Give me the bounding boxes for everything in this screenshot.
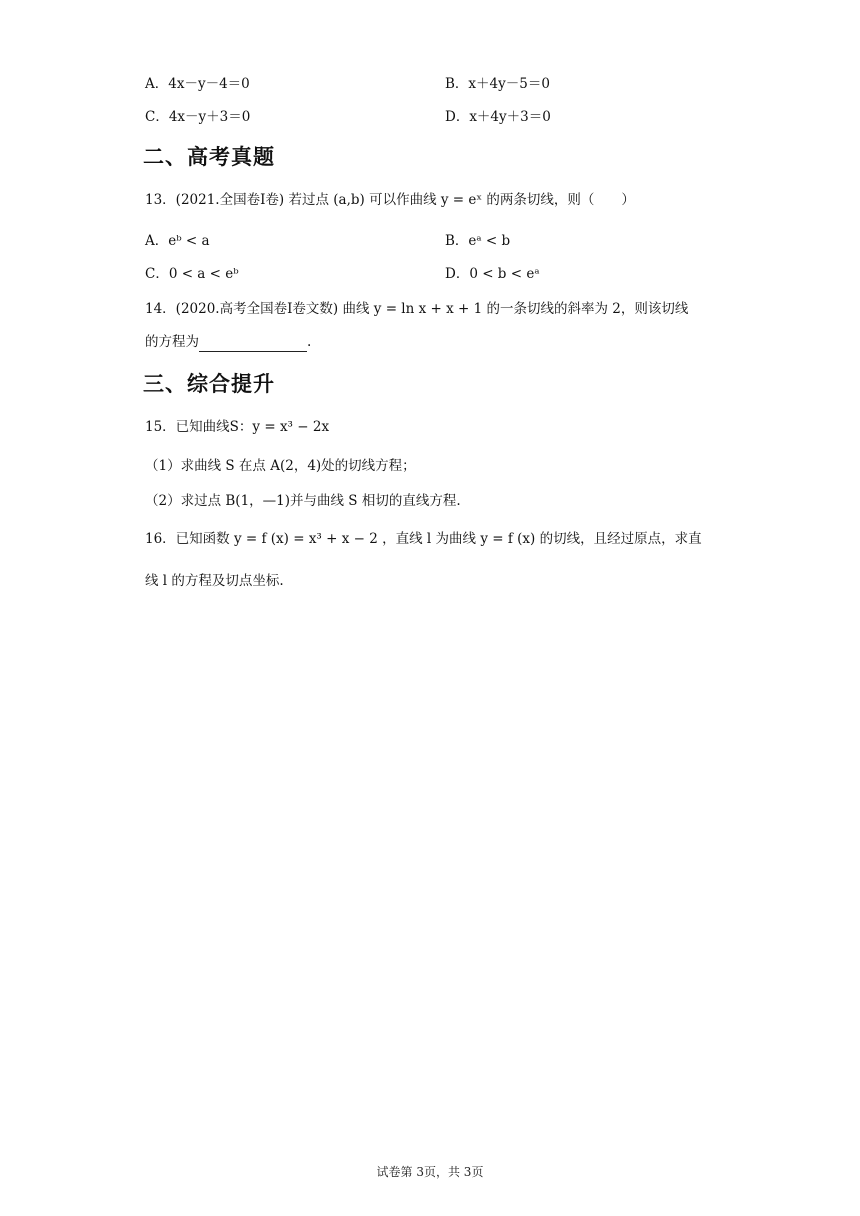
q14-answer-blank	[199, 337, 307, 352]
q16-line-2: 线 l 的方程及切点坐标.	[145, 573, 284, 589]
q12-option-a: A．4x－y－4＝0	[145, 76, 250, 92]
q14-line-2	[145, 332, 311, 352]
q13-option-d: D．0 < b < eᵃ	[445, 266, 540, 282]
q14-line-1: 14．(2020.高考全国卷Ⅰ卷文数) 曲线 y = ln x + x + 1 的一条切线的斜率为 2，则该切线	[145, 301, 689, 317]
q15-part-1: （1）求曲线 S 在点 A(2，4)处的切线方程；	[145, 458, 416, 474]
q13-stem: 13．(2021.全国卷Ⅰ卷) 若过点 (a,b) 可以作曲线 y = eˣ 的两条切线，则（ ）	[145, 192, 635, 208]
q12-option-c: C．4x－y＋3＝0	[145, 109, 251, 125]
q15-stem: 15．已知曲线S：y = x³ − 2x	[145, 419, 330, 435]
q13-option-c: C．0 < a < eᵇ	[145, 266, 239, 282]
section-title-2: 二、高考真题	[143, 144, 275, 169]
q14-line-2-prefix: 的方程为	[145, 334, 199, 350]
q13-option-a: A．eᵇ < a	[145, 233, 210, 249]
q13-option-b: B．eᵃ < b	[445, 233, 511, 249]
q15-part-2: （2）求过点 B(1，—1)并与曲线 S 相切的直线方程.	[145, 493, 461, 509]
section-title-3: 三、综合提升	[143, 371, 275, 396]
q16-line-1: 16．已知函数 y = f (x) = x³ + x − 2 ，直线 l 为曲线 y = f (x) 的切线，且经过原点，求直	[145, 531, 702, 547]
q12-option-b: B．x＋4y－5＝0	[445, 76, 550, 92]
q14-line-2-suffix: .	[307, 334, 312, 350]
q12-option-d: D．x＋4y＋3＝0	[445, 109, 551, 125]
page-footer: 试卷第 3页，共 3页	[376, 1165, 484, 1179]
